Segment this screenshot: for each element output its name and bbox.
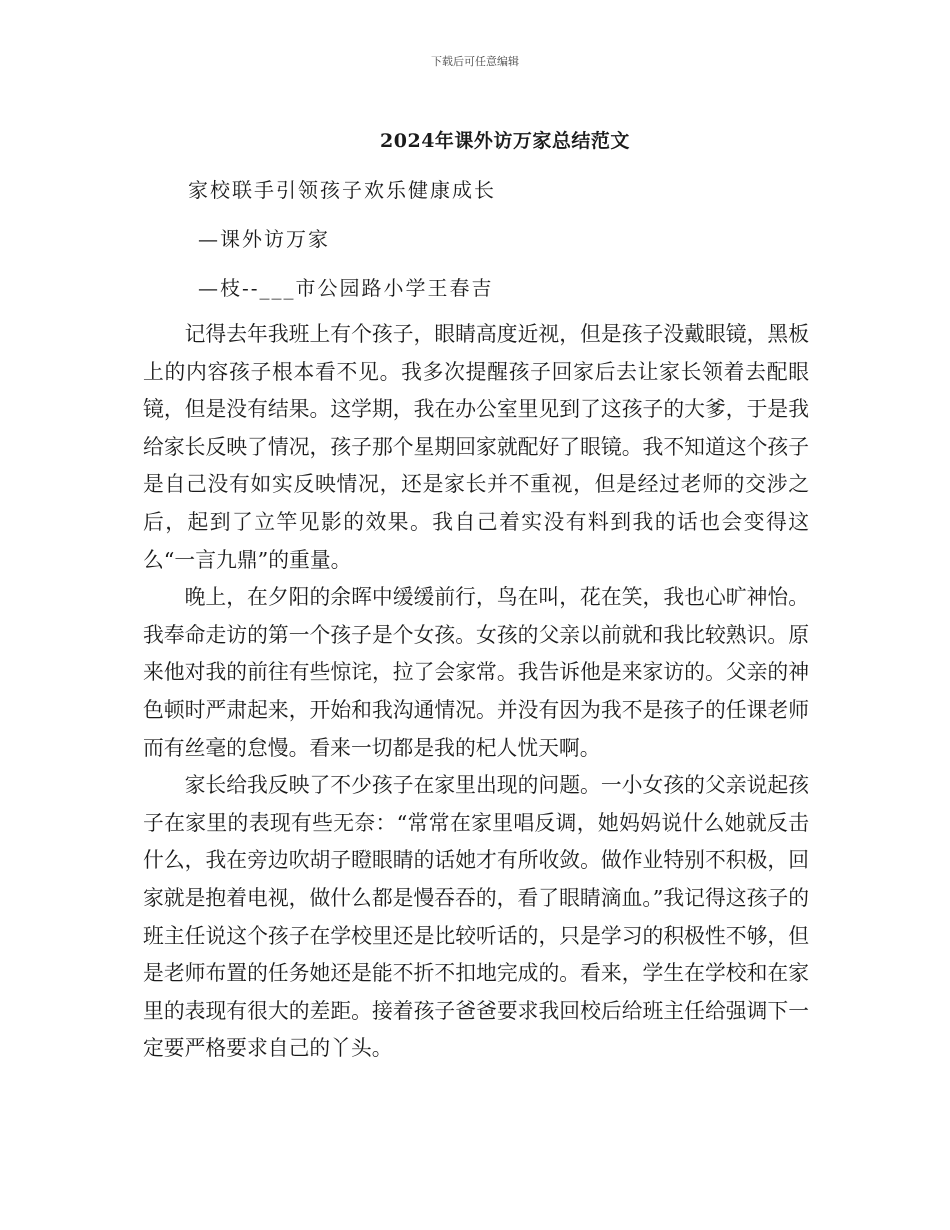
document-body (143, 316, 809, 1068)
page-header-note: 下载后可任意编辑 (431, 55, 519, 68)
document-section-line: —课外访万家 (198, 227, 330, 251)
document-author-line: —枝--___市公园路小学王春吉 (198, 276, 494, 300)
paragraph-1: 记得去年我班上有个孩子，眼睛高度近视，但是孩子没戴眼镜，黑板上的内容孩子根本看不见。我多次提醒孩子回家后去让家长领着去配眼镜，但是没有结果。这学期，我在办公室里见到了这孩子的大爹，于是我给家长反映了情况，孩子那个星期回家就配好了眼镜。我不知道这个孩子是自己没有如实反映情况，还是家长并不重视，但是经过老师的交涉之后，起到了立竿见影的效果。我自己着实没有料到我的话也会变得这么“一言九鼎”的重量。 (143, 322, 809, 572)
paragraph-2: 晚上，在夕阳的余晖中缓缓前行，鸟在叫，花在笑，我也心旷神怡。我奉命走访的第一个孩子是个女孩。女孩的父亲以前就和我比较熟识。原来他对我的前往有些惊诧，拉了会家常。我告诉他是来家访的。父亲的神色顿时严肃起来，开始和我沟通情况。并没有因为我不是孩子的任课老师而有丝毫的怠慢。看来一切都是我的杞人忧天啊。 (143, 585, 809, 760)
paragraph-3: 家长给我反映了不少孩子在家里出现的问题。一小女孩的父亲说起孩子在家里的表现有些无奈：“常常在家里唱反调，她妈妈说什么她就反击什么，我在旁边吹胡子瞪眼睛的话她才有所收敛。做作业特别不积极，回家就是抱着电视，做什么都是慢吞吞的，看了眼睛滴血。”我记得这孩子的班主任说这个孩子在学校里还是比较听话的，只是学习的积极性不够，但是老师布置的任务她还是能不折不扣地完成的。看来，学生在学校和在家里的表现有很大的差距。接着孩子爸爸要求我回校后给班主任给强调下一定要严格要求自己的丫头。 (143, 773, 809, 1061)
document-subtitle: 家校联手引领孩子欢乐健康成长 (188, 178, 496, 202)
document-title: 2024年课外访万家总结范文 (380, 130, 630, 152)
